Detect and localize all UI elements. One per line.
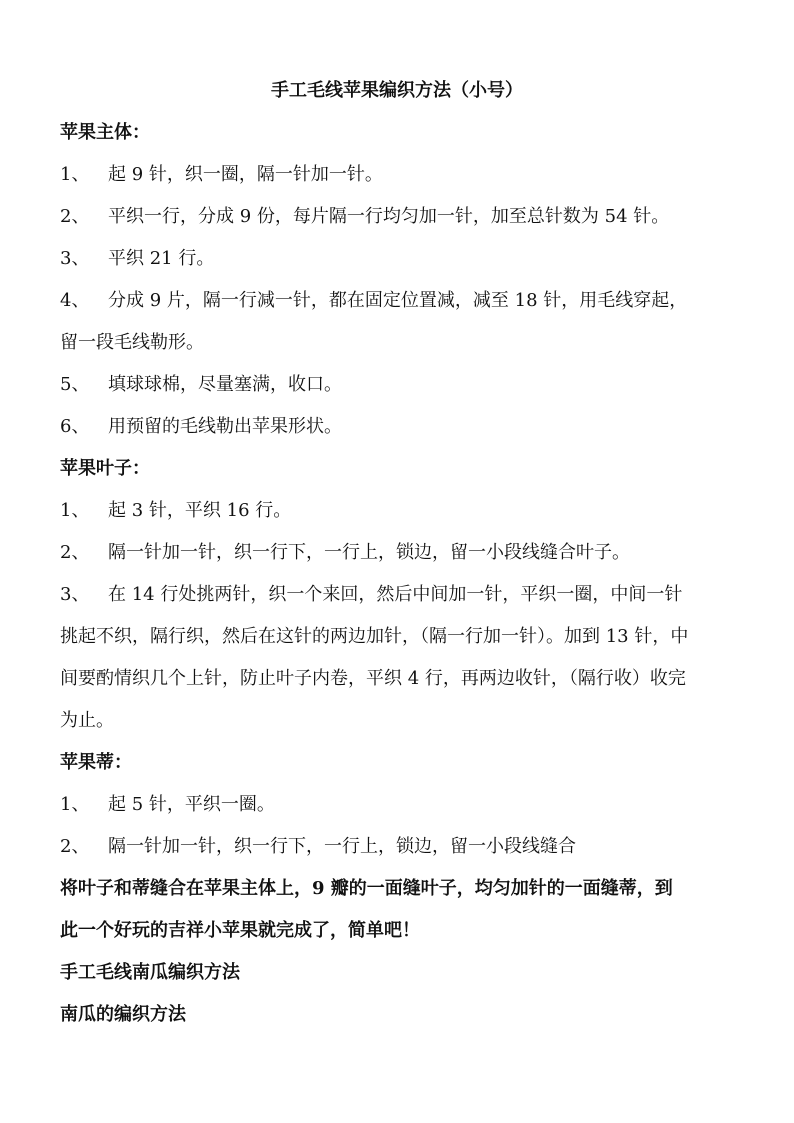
step-text: 隔一针加一针，织一行下，一行上，锁边，留一小段线缝合叶子。 — [108, 542, 630, 563]
step-text: 隔一针加一针，织一行下，一行上，锁边，留一小段线缝合 — [108, 836, 576, 857]
step-text: 起 3 针，平织 16 行。 — [108, 500, 292, 521]
apple-leaf-step-3-continuation-2: 间要酌情织几个上针，防止叶子内卷，平织 4 行，再两边收针，（隔行收）收完 — [60, 668, 686, 689]
step-number: 3、 — [60, 584, 90, 605]
step-number: 2、 — [60, 542, 90, 563]
apple-body-heading: 苹果主体： — [60, 122, 150, 143]
apple-stem-step-2 — [60, 835, 750, 859]
pumpkin-heading: 手工毛线南瓜编织方法 — [60, 962, 240, 983]
step-number: 1、 — [60, 794, 90, 815]
apple-leaf-heading: 苹果叶子： — [60, 458, 150, 479]
apple-leaf-step-2 — [60, 541, 750, 565]
apple-leaf-step-3-continuation-3: 为止。 — [60, 710, 114, 731]
step-text: 起 9 针，织一圈，隔一针加一针。 — [108, 164, 383, 185]
document-title: 手工毛线苹果编织方法（小号） — [271, 80, 523, 101]
apple-stem-step-1 — [60, 793, 750, 817]
step-text: 填球球棉，尽量塞满，收口。 — [108, 374, 342, 395]
apple-body-step-4-continuation: 留一段毛线勒形。 — [60, 332, 204, 353]
apple-body-step-5 — [60, 373, 750, 397]
apple-body-step-4 — [60, 289, 750, 313]
step-number: 2、 — [60, 836, 90, 857]
step-text: 平织一行，分成 9 份，每片隔一行均匀加一针，加至总针数为 54 针。 — [108, 206, 670, 227]
apple-body-step-2 — [60, 205, 750, 229]
apple-body-step-6 — [60, 415, 750, 439]
apple-stem-heading: 苹果蒂： — [60, 752, 132, 773]
step-number: 5、 — [60, 374, 90, 395]
step-number: 1、 — [60, 500, 90, 521]
pumpkin-subheading: 南瓜的编织方法 — [60, 1004, 186, 1025]
apple-body-step-3 — [60, 247, 750, 271]
apple-leaf-step-3 — [60, 583, 750, 607]
step-number: 6、 — [60, 416, 90, 437]
step-text: 用预留的毛线勒出苹果形状。 — [108, 416, 342, 437]
step-number: 1、 — [60, 164, 90, 185]
step-number: 3、 — [60, 248, 90, 269]
closing-line-2: 此一个好玩的吉祥小苹果就完成了，简单吧！ — [60, 920, 420, 941]
apple-leaf-step-3-continuation-1: 挑起不织，隔行织，然后在这针的两边加针，（隔一行加一针）。加到 13 针，中 — [60, 626, 689, 647]
step-number: 4、 — [60, 290, 90, 311]
step-text: 起 5 针，平织一圈。 — [108, 794, 275, 815]
step-number: 2、 — [60, 206, 90, 227]
apple-body-step-1 — [60, 163, 750, 187]
step-text: 分成 9 片，隔一行减一针，都在固定位置减，减至 18 针，用毛线穿起， — [108, 290, 688, 311]
step-text: 在 14 行处挑两针，织一个来回，然后中间加一针，平织一圈，中间一针 — [108, 584, 683, 605]
apple-leaf-step-1 — [60, 499, 750, 523]
step-text: 平织 21 行。 — [108, 248, 215, 269]
closing-line-1: 将叶子和蒂缝合在苹果主体上，9 瓣的一面缝叶子，均匀加针的一面缝蒂，到 — [60, 878, 673, 899]
